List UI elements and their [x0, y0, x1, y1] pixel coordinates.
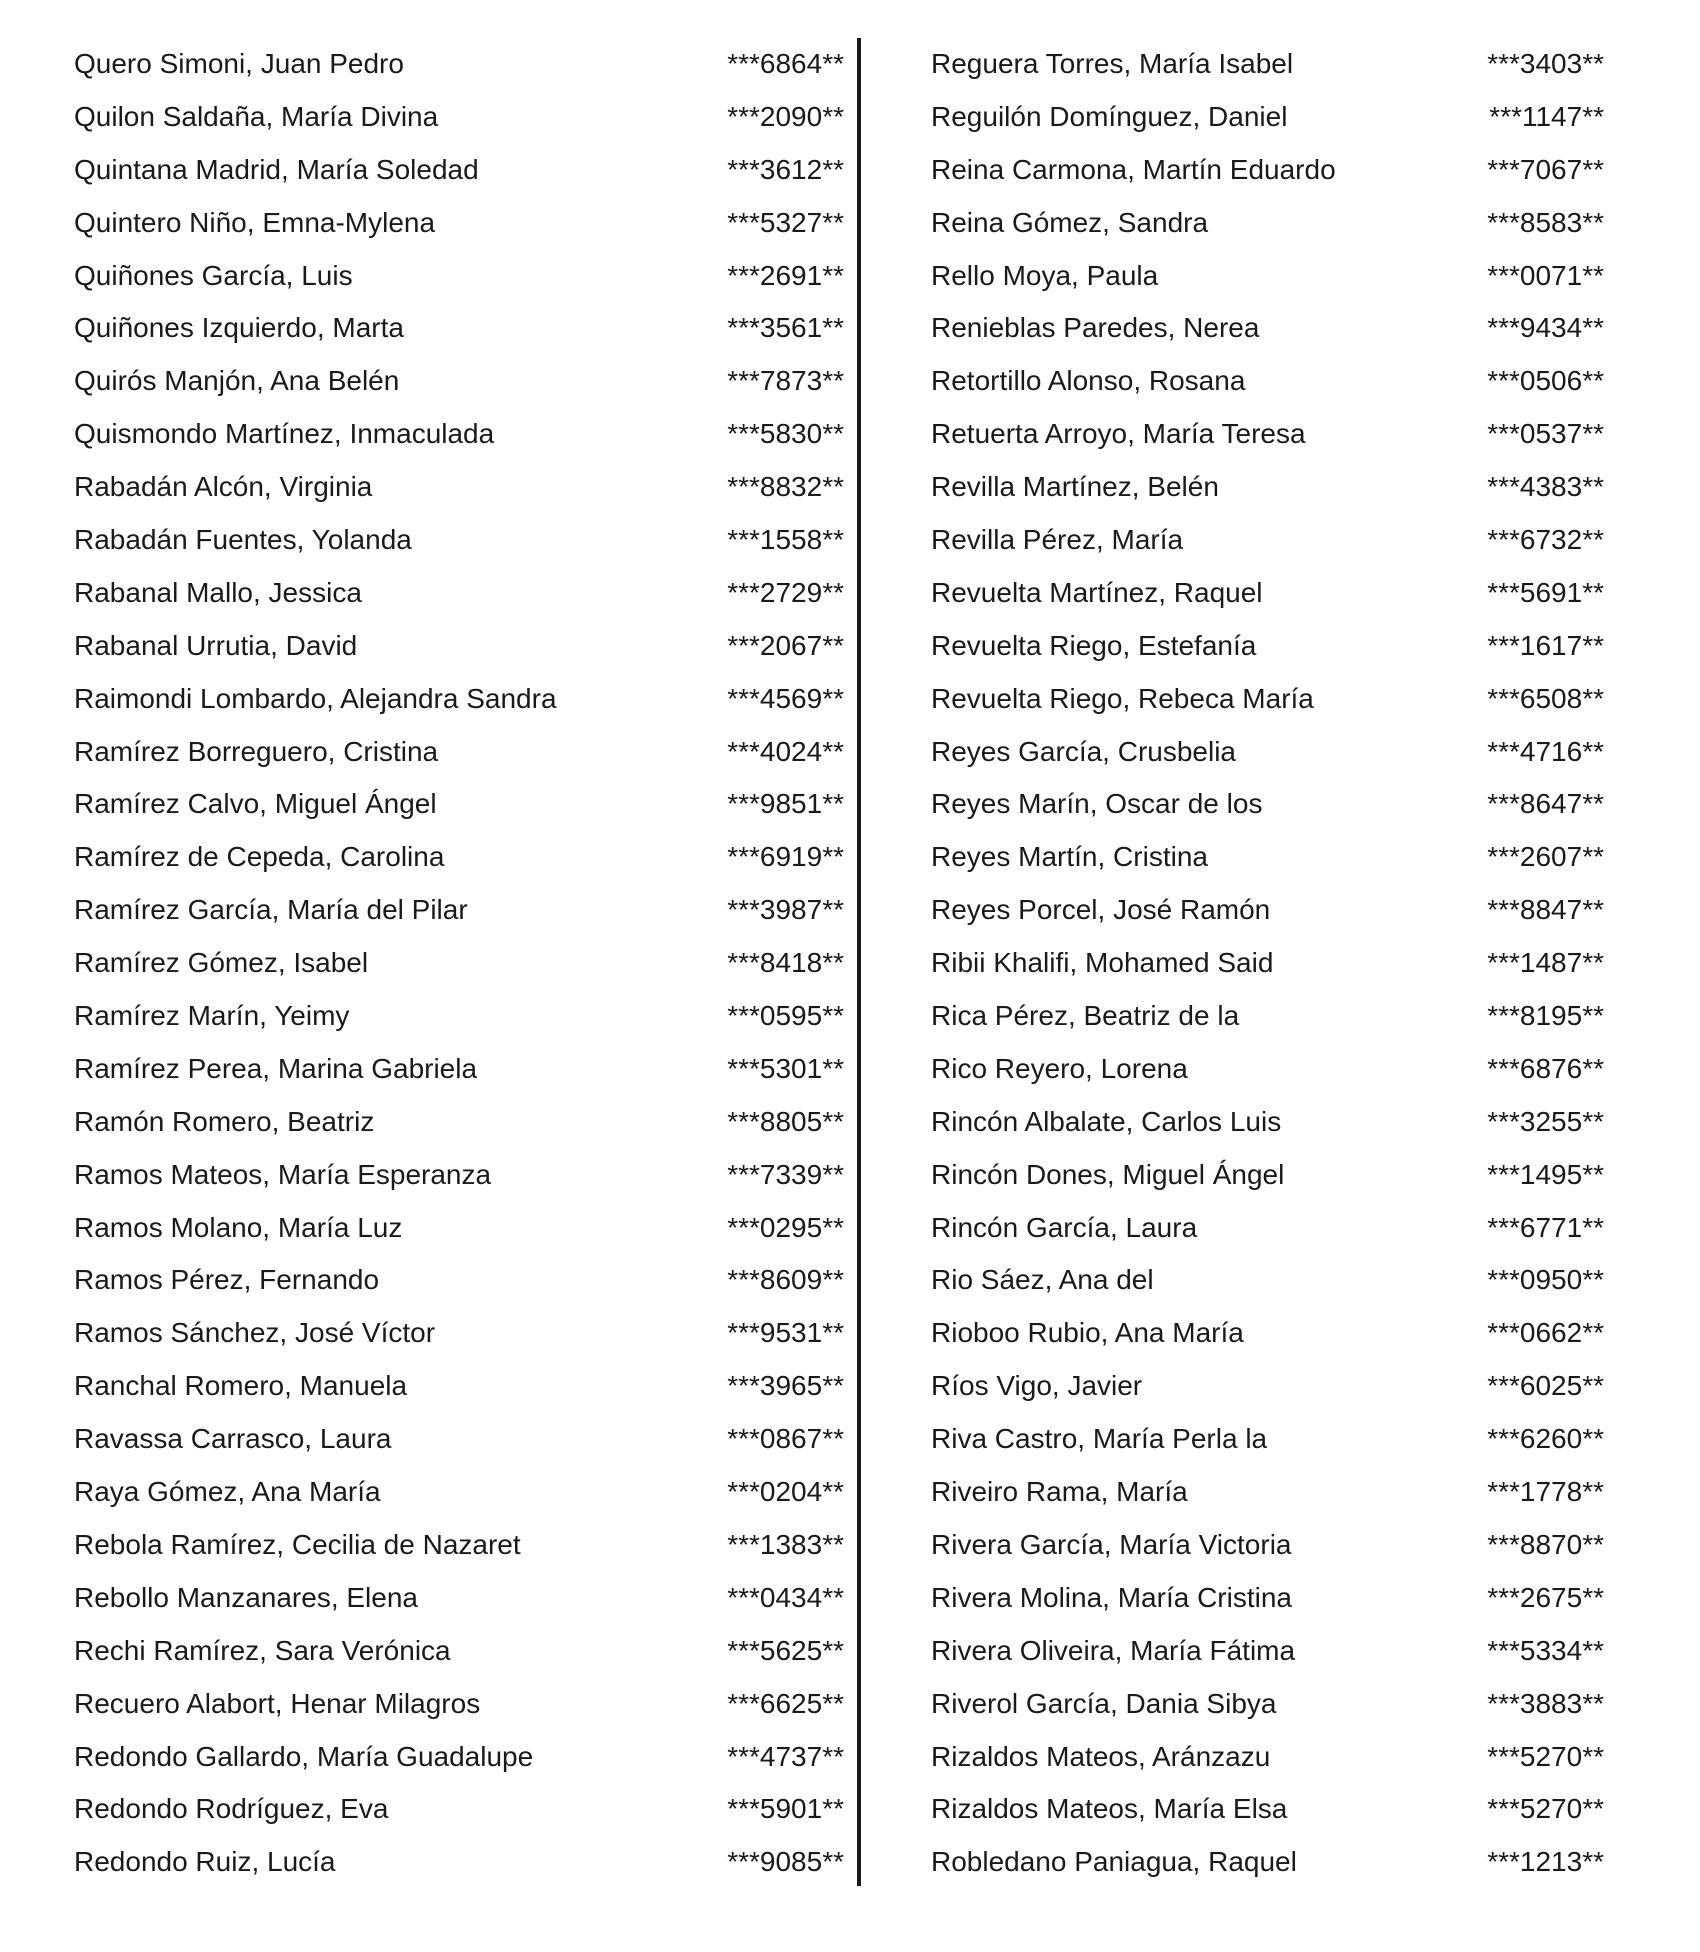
masked-id: ***8583**: [1487, 206, 1604, 238]
person-name: Redondo Ruiz, Lucía: [74, 1846, 336, 1878]
masked-id: ***6260**: [1487, 1423, 1604, 1455]
list-item: [74, 831, 854, 884]
list-item: [74, 1149, 854, 1202]
person-name: Quismondo Martínez, Inmaculada: [74, 418, 495, 450]
person-name: Ribii Khalifi, Mohamed Said: [931, 947, 1274, 979]
list-item: [74, 1836, 854, 1889]
masked-id: ***0204**: [727, 1476, 844, 1508]
masked-id: ***1147**: [1489, 100, 1604, 132]
person-name: Reguilón Domínguez, Daniel: [931, 100, 1288, 132]
list-item: [931, 1043, 1700, 1096]
list-item: [931, 673, 1700, 726]
masked-id: ***3883**: [1487, 1687, 1604, 1719]
list-item: [74, 620, 854, 673]
masked-id: ***6508**: [1487, 682, 1604, 714]
masked-id: ***2067**: [727, 629, 844, 661]
masked-id: ***9434**: [1487, 312, 1604, 344]
person-name: Revuelta Riego, Estefanía: [931, 629, 1257, 661]
list-item: [74, 250, 854, 303]
list-item: [931, 884, 1700, 937]
person-name: Revuelta Martínez, Raquel: [931, 576, 1263, 608]
masked-id: ***3255**: [1487, 1105, 1604, 1137]
person-name: Rizaldos Mateos, Aránzazu: [931, 1740, 1271, 1772]
list-item: [74, 1466, 854, 1519]
masked-id: ***6771**: [1487, 1211, 1604, 1243]
masked-id: ***4024**: [727, 735, 844, 767]
person-name: Rebollo Manzanares, Elena: [74, 1581, 418, 1613]
list-item: [931, 831, 1700, 884]
list-item: [74, 144, 854, 197]
person-name: Riva Castro, María Perla la: [931, 1423, 1268, 1455]
masked-id: ***6732**: [1487, 524, 1604, 556]
person-name: Redondo Rodríguez, Eva: [74, 1793, 389, 1825]
list-item: [74, 197, 854, 250]
list-item: [931, 197, 1700, 250]
person-name: Revilla Pérez, María: [931, 524, 1184, 556]
list-item: [931, 250, 1700, 303]
person-name: Ramos Sánchez, José Víctor: [74, 1317, 436, 1349]
list-item: [931, 567, 1700, 620]
list-item: [931, 1731, 1700, 1784]
person-name: Rello Moya, Paula: [931, 259, 1159, 291]
masked-id: ***1617**: [1487, 629, 1604, 661]
list-item: [931, 1307, 1700, 1360]
person-name: Redondo Gallardo, María Guadalupe: [74, 1740, 534, 1772]
person-name: Rabanal Urrutia, David: [74, 629, 358, 661]
person-name: Raya Gómez, Ana María: [74, 1476, 381, 1508]
person-name: Reyes García, Crusbelia: [931, 735, 1237, 767]
masked-id: ***2607**: [1487, 841, 1604, 873]
masked-id: ***5830**: [727, 418, 844, 450]
masked-id: ***9085**: [727, 1846, 844, 1878]
masked-id: ***0867**: [727, 1423, 844, 1455]
masked-id: ***2729**: [727, 576, 844, 608]
masked-id: ***8870**: [1487, 1528, 1604, 1560]
person-name: Rincón Albalate, Carlos Luis: [931, 1105, 1282, 1137]
list-item: [931, 1519, 1700, 1572]
list-item: [931, 1836, 1700, 1889]
list-item: [931, 91, 1700, 144]
person-name: Quiñones García, Luis: [74, 259, 353, 291]
masked-id: ***4569**: [727, 682, 844, 714]
list-item: [931, 1254, 1700, 1307]
list-item: [74, 1731, 854, 1784]
masked-id: ***8418**: [727, 947, 844, 979]
masked-id: ***4737**: [727, 1740, 844, 1772]
person-name: Rizaldos Mateos, María Elsa: [931, 1793, 1288, 1825]
masked-id: ***5270**: [1487, 1740, 1604, 1772]
masked-id: ***1495**: [1487, 1158, 1604, 1190]
masked-id: ***5327**: [727, 206, 844, 238]
list-item: [74, 1572, 854, 1625]
list-item: [931, 778, 1700, 831]
masked-id: ***6025**: [1487, 1370, 1604, 1402]
person-name: Reyes Marín, Oscar de los: [931, 788, 1263, 820]
masked-id: ***8847**: [1487, 894, 1604, 926]
masked-id: ***9531**: [727, 1317, 844, 1349]
masked-id: ***6876**: [1487, 1052, 1604, 1084]
person-name: Raimondi Lombardo, Alejandra Sandra: [74, 682, 557, 714]
person-name: Quirós Manjón, Ana Belén: [74, 365, 400, 397]
person-name: Ranchal Romero, Manuela: [74, 1370, 408, 1402]
masked-id: ***1383**: [727, 1528, 844, 1560]
masked-id: ***4383**: [1487, 471, 1604, 503]
person-name: Ramírez Perea, Marina Gabriela: [74, 1052, 478, 1084]
list-item: [74, 1360, 854, 1413]
person-name: Rico Reyero, Lorena: [931, 1052, 1188, 1084]
masked-id: ***6625**: [727, 1687, 844, 1719]
list-item: [931, 408, 1700, 461]
masked-id: ***3987**: [727, 894, 844, 926]
masked-id: ***6864**: [727, 48, 844, 79]
person-name: Ramírez García, María del Pilar: [74, 894, 468, 926]
person-name: Ramírez Calvo, Miguel Ángel: [74, 788, 437, 820]
masked-id: ***7339**: [727, 1158, 844, 1190]
person-name: Rioboo Rubio, Ana María: [931, 1317, 1244, 1349]
masked-id: ***4716**: [1487, 735, 1604, 767]
list-item: [74, 91, 854, 144]
person-name: Ramírez Marín, Yeimy: [74, 1000, 350, 1032]
list-item: [931, 1360, 1700, 1413]
list-item: [74, 461, 854, 514]
masked-id: ***1558**: [727, 524, 844, 556]
masked-id: ***2675**: [1487, 1581, 1604, 1613]
person-name: Retuerta Arroyo, María Teresa: [931, 418, 1306, 450]
person-name: Quintana Madrid, María Soledad: [74, 153, 479, 185]
person-name: Rio Sáez, Ana del: [931, 1264, 1154, 1296]
list-item: [931, 1572, 1700, 1625]
list-item: [931, 1149, 1700, 1202]
person-name: Ríos Vigo, Javier: [931, 1370, 1143, 1402]
person-name: Reyes Porcel, José Ramón: [931, 894, 1271, 926]
list-item: [74, 1519, 854, 1572]
masked-id: ***8832**: [727, 471, 844, 503]
person-name: Ramírez de Cepeda, Carolina: [74, 841, 445, 873]
person-name: Reguera Torres, María Isabel: [931, 48, 1294, 79]
person-name: Reyes Martín, Cristina: [931, 841, 1208, 873]
masked-id: ***3965**: [727, 1370, 844, 1402]
list-item: [931, 1096, 1700, 1149]
masked-id: ***5270**: [1487, 1793, 1604, 1825]
person-name: Revuelta Riego, Rebeca María: [931, 682, 1314, 714]
list-item: [74, 408, 854, 461]
list-item: [931, 461, 1700, 514]
person-name: Reina Gómez, Sandra: [931, 206, 1209, 238]
list-item: [931, 302, 1700, 355]
list-item: [931, 1413, 1700, 1466]
list-item: [74, 1307, 854, 1360]
list-item: [931, 1625, 1700, 1678]
masked-id: ***8647**: [1487, 788, 1604, 820]
person-name: Quiñones Izquierdo, Marta: [74, 312, 404, 344]
person-name: Rechi Ramírez, Sara Verónica: [74, 1634, 451, 1666]
list-item: [931, 514, 1700, 567]
list-item: [931, 620, 1700, 673]
masked-id: ***0950**: [1487, 1264, 1604, 1296]
masked-id: ***6919**: [727, 841, 844, 873]
list-item: [931, 38, 1700, 91]
list-item: [74, 1043, 854, 1096]
masked-id: ***8805**: [727, 1105, 844, 1137]
list-item: [931, 1678, 1700, 1731]
masked-id: ***5625**: [727, 1634, 844, 1666]
person-name: Revilla Martínez, Belén: [931, 471, 1219, 503]
list-item: [74, 302, 854, 355]
list-item: [74, 1202, 854, 1255]
list-item: [74, 990, 854, 1043]
person-name: Ramos Pérez, Fernando: [74, 1264, 380, 1296]
masked-id: ***2691**: [727, 259, 844, 291]
person-name: Riverol García, Dania Sibya: [931, 1687, 1277, 1719]
masked-id: ***0071**: [1487, 259, 1604, 291]
list-item: [74, 1413, 854, 1466]
person-name: Ramírez Borreguero, Cristina: [74, 735, 439, 767]
list-item: [74, 726, 854, 779]
right-column: [931, 38, 1700, 1889]
person-name: Rivera Oliveira, María Fátima: [931, 1634, 1296, 1666]
list-item: [931, 1202, 1700, 1255]
list-item: [931, 1783, 1700, 1836]
list-item: [74, 884, 854, 937]
masked-id: ***0537**: [1487, 418, 1604, 450]
masked-id: ***7873**: [727, 365, 844, 397]
masked-id: ***0595**: [727, 1000, 844, 1032]
person-name: Riveiro Rama, María: [931, 1476, 1188, 1508]
person-name: Robledano Paniagua, Raquel: [931, 1846, 1297, 1878]
masked-id: ***5901**: [727, 1793, 844, 1825]
masked-id: ***3612**: [727, 153, 844, 185]
person-name: Recuero Alabort, Henar Milagros: [74, 1687, 481, 1719]
person-name: Rivera Molina, María Cristina: [931, 1581, 1292, 1613]
masked-id: ***1778**: [1487, 1476, 1604, 1508]
person-name: Ravassa Carrasco, Laura: [74, 1423, 392, 1455]
list-item: [931, 726, 1700, 779]
masked-id: ***8609**: [727, 1264, 844, 1296]
masked-id: ***5691**: [1487, 576, 1604, 608]
person-name: Rincón García, Laura: [931, 1211, 1198, 1243]
masked-id: ***3403**: [1487, 48, 1604, 79]
person-name: Quintero Niño, Emna-Mylena: [74, 206, 436, 238]
masked-id: ***0434**: [727, 1581, 844, 1613]
masked-id: ***1487**: [1487, 947, 1604, 979]
list-item: [74, 38, 854, 91]
person-name: Ramón Romero, Beatriz: [74, 1105, 375, 1137]
person-name: Quero Simoni, Juan Pedro: [74, 48, 404, 79]
left-column: [74, 38, 854, 1889]
list-item: [74, 355, 854, 408]
person-name: Ramos Molano, María Luz: [74, 1211, 403, 1243]
person-name: Rabadán Fuentes, Yolanda: [74, 524, 412, 556]
person-name: Rebola Ramírez, Cecilia de Nazaret: [74, 1528, 521, 1560]
masked-id: ***7067**: [1487, 153, 1604, 185]
person-name: Ramírez Gómez, Isabel: [74, 947, 369, 979]
column-divider: [857, 38, 861, 1886]
masked-id: ***1213**: [1487, 1846, 1604, 1878]
masked-id: ***2090**: [727, 100, 844, 132]
person-name: Rivera García, María Victoria: [931, 1528, 1292, 1560]
person-name: Rabadán Alcón, Virginia: [74, 471, 373, 503]
person-name: Rabanal Mallo, Jessica: [74, 576, 362, 608]
list-item: [931, 990, 1700, 1043]
list-item: [74, 778, 854, 831]
person-name: Renieblas Paredes, Nerea: [931, 312, 1260, 344]
masked-id: ***8195**: [1487, 1000, 1604, 1032]
masked-id: ***9851**: [727, 788, 844, 820]
person-name: Ramos Mateos, María Esperanza: [74, 1158, 492, 1190]
list-item: [931, 1466, 1700, 1519]
masked-id: ***5301**: [727, 1052, 844, 1084]
list-item: [74, 1254, 854, 1307]
list-item: [931, 144, 1700, 197]
list-item: [74, 1783, 854, 1836]
masked-id: ***0506**: [1487, 365, 1604, 397]
person-name: Rincón Dones, Miguel Ángel: [931, 1158, 1285, 1190]
person-name: Retortillo Alonso, Rosana: [931, 365, 1246, 397]
masked-id: ***3561**: [727, 312, 844, 344]
person-name: Quilon Saldaña, María Divina: [74, 100, 439, 132]
list-item: [74, 937, 854, 990]
list-item: [931, 937, 1700, 990]
list-item: [74, 673, 854, 726]
person-name: Reina Carmona, Martín Eduardo: [931, 153, 1336, 185]
list-item: [931, 355, 1700, 408]
person-name: Rica Pérez, Beatriz de la: [931, 1000, 1240, 1032]
list-item: [74, 1096, 854, 1149]
list-item: [74, 567, 854, 620]
masked-id: ***0662**: [1487, 1317, 1604, 1349]
list-item: [74, 1678, 854, 1731]
masked-id: ***0295**: [727, 1211, 844, 1243]
list-item: [74, 514, 854, 567]
masked-id: ***5334**: [1487, 1634, 1604, 1666]
list-item: [74, 1625, 854, 1678]
